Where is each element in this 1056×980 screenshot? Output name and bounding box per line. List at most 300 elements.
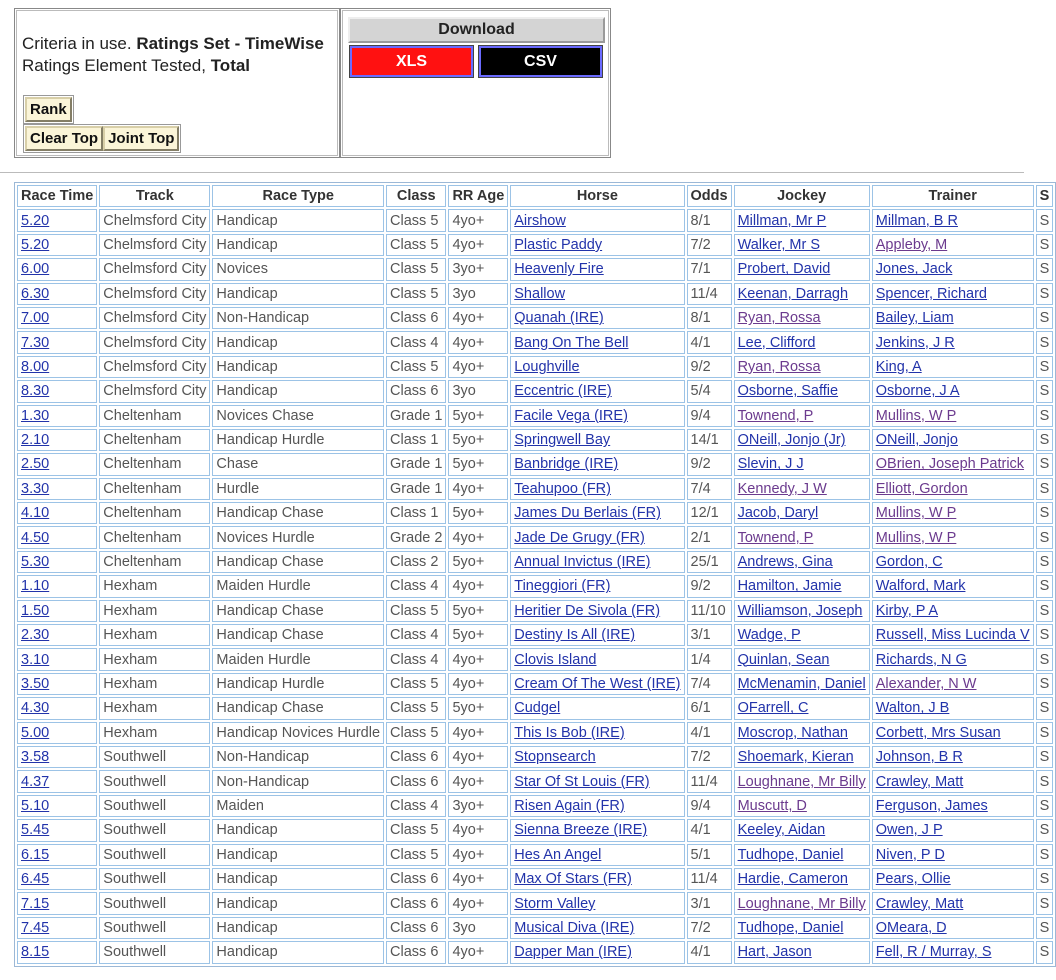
horse-link[interactable]: Star Of St Louis (FR) <box>514 773 650 790</box>
horse-cell <box>510 526 684 548</box>
trainer-link[interactable]: OMeara, D <box>875 919 947 936</box>
class-cell: Class 4 <box>386 624 446 646</box>
race-time-link[interactable]: 6.30 <box>21 285 50 302</box>
race-time-cell <box>17 648 97 670</box>
rr-age-cell: 3yo <box>448 917 508 939</box>
top-buttons-wrap <box>23 124 181 153</box>
trainer-cell <box>872 356 1034 378</box>
trainer-link[interactable]: Niven, P D <box>875 846 945 863</box>
rr-age-cell: 5yo+ <box>448 551 508 573</box>
race-type-cell: Chase <box>212 453 384 475</box>
track-cell: Southwell <box>99 941 210 963</box>
race-time-link[interactable]: 1.10 <box>21 578 50 595</box>
race-time-link[interactable]: 3.10 <box>21 651 50 668</box>
odds-cell: 4/1 <box>687 331 732 353</box>
track-cell: Southwell <box>99 917 210 939</box>
trainer-cell <box>872 917 1034 939</box>
jockey-link[interactable]: Wadge, P <box>737 627 801 644</box>
track-cell: Hexham <box>99 722 210 744</box>
race-time-link[interactable]: 5.20 <box>21 212 50 229</box>
jockey-link[interactable]: Jacob, Daryl <box>737 505 819 522</box>
header-odds: Odds <box>687 185 732 207</box>
race-time-cell <box>17 478 97 500</box>
jockey-link[interactable]: Keeley, Aidan <box>737 822 826 839</box>
trainer-cell <box>872 575 1034 597</box>
clear-top-button[interactable]: Clear Top <box>25 126 103 151</box>
trainer-link[interactable]: Spencer, Richard <box>875 285 987 302</box>
jockey-link[interactable]: Shoemark, Kieran <box>737 749 854 766</box>
horse-link[interactable]: Facile Vega (IRE) <box>514 407 628 424</box>
jockey-cell <box>734 722 870 744</box>
extra-cell: S <box>1036 917 1054 939</box>
trainer-link[interactable]: Osborne, J A <box>875 383 960 400</box>
jockey-link[interactable]: Tudhope, Daniel <box>737 919 844 936</box>
race-time-link[interactable]: 1.30 <box>21 407 50 424</box>
rr-age-cell: 5yo+ <box>448 429 508 451</box>
extra-cell: S <box>1036 502 1054 524</box>
race-time-cell <box>17 575 97 597</box>
race-time-link[interactable]: 5.20 <box>21 236 50 253</box>
class-cell: Grade 1 <box>386 405 446 427</box>
race-type-cell: Handicap Novices Hurdle <box>212 722 384 744</box>
download-panel <box>340 8 611 158</box>
header-horse: Horse <box>510 185 684 207</box>
extra-cell: S <box>1036 356 1054 378</box>
trainer-link[interactable]: Russell, Miss Lucinda V <box>875 627 1030 644</box>
trainer-link[interactable]: Crawley, Matt <box>875 773 964 790</box>
class-cell: Class 6 <box>386 770 446 792</box>
extra-cell: S <box>1036 722 1054 744</box>
race-type-cell: Handicap Chase <box>212 600 384 622</box>
jockey-link[interactable]: Probert, David <box>737 261 831 278</box>
table-row <box>17 502 1053 524</box>
race-time-link[interactable]: 7.45 <box>21 919 50 936</box>
trainer-link[interactable]: King, A <box>875 358 922 375</box>
trainer-link[interactable]: Millman, B R <box>875 212 958 229</box>
race-time-cell <box>17 307 97 329</box>
jockey-link[interactable]: Williamson, Joseph <box>737 602 863 619</box>
header-jockey: Jockey <box>734 185 870 207</box>
horse-link[interactable]: Quanah (IRE) <box>514 310 604 327</box>
track-cell: Cheltenham <box>99 453 210 475</box>
header-race-type: Race Type <box>212 185 384 207</box>
trainer-link[interactable]: Mullins, W P <box>875 505 957 522</box>
table-row <box>17 819 1053 841</box>
extra-cell: S <box>1036 429 1054 451</box>
table-row <box>17 624 1053 646</box>
results-table <box>14 182 1056 967</box>
extra-cell: S <box>1036 648 1054 670</box>
race-type-cell: Non-Handicap <box>212 746 384 768</box>
race-type-cell: Handicap <box>212 356 384 378</box>
trainer-cell <box>872 697 1034 719</box>
race-time-link[interactable]: 2.10 <box>21 432 50 449</box>
horse-cell <box>510 868 684 890</box>
race-time-cell <box>17 331 97 353</box>
race-time-link[interactable]: 3.30 <box>21 480 50 497</box>
trainer-cell <box>872 600 1034 622</box>
table-row <box>17 697 1053 719</box>
horse-link[interactable]: Max Of Stars (FR) <box>514 871 632 888</box>
trainer-cell <box>872 722 1034 744</box>
horse-link[interactable]: Banbridge (IRE) <box>514 456 619 473</box>
odds-cell: 9/2 <box>687 575 732 597</box>
race-time-link[interactable]: 2.50 <box>21 456 50 473</box>
horse-cell <box>510 502 684 524</box>
race-type-cell: Non-Handicap <box>212 770 384 792</box>
jockey-cell <box>734 868 870 890</box>
rr-age-cell: 3yo+ <box>448 795 508 817</box>
class-cell: Class 5 <box>386 673 446 695</box>
horse-link[interactable]: Hes An Angel <box>514 846 602 863</box>
race-time-cell <box>17 551 97 573</box>
jockey-link[interactable]: Keenan, Darragh <box>737 285 849 302</box>
trainer-link[interactable]: OBrien, Joseph Patrick <box>875 456 1025 473</box>
track-cell: Chelmsford City <box>99 209 210 231</box>
class-cell: Class 2 <box>386 551 446 573</box>
horse-link[interactable]: Storm Valley <box>514 895 596 912</box>
jockey-link[interactable]: Millman, Mr P <box>737 212 827 229</box>
track-cell: Cheltenham <box>99 502 210 524</box>
odds-cell: 2/1 <box>687 526 732 548</box>
race-time-cell <box>17 405 97 427</box>
jockey-cell <box>734 819 870 841</box>
race-type-cell: Handicap <box>212 819 384 841</box>
divider <box>0 172 1024 173</box>
race-time-link[interactable]: 6.45 <box>21 871 50 888</box>
results-body <box>17 209 1053 963</box>
rr-age-cell: 4yo+ <box>448 356 508 378</box>
odds-cell: 6/1 <box>687 697 732 719</box>
jockey-link[interactable]: Loughnane, Mr Billy <box>737 773 866 790</box>
jockey-link[interactable]: Muscutt, D <box>737 797 807 814</box>
horse-link[interactable]: Dapper Man (IRE) <box>514 944 632 961</box>
trainer-cell <box>872 673 1034 695</box>
race-time-link[interactable]: 7.00 <box>21 310 50 327</box>
race-time-link[interactable]: 8.30 <box>21 383 50 400</box>
xls-download-button[interactable]: XLS <box>350 46 473 77</box>
odds-cell: 11/4 <box>687 770 732 792</box>
horse-link[interactable]: Clovis Island <box>514 651 597 668</box>
table-row <box>17 600 1053 622</box>
trainer-cell <box>872 380 1034 402</box>
extra-cell: S <box>1036 941 1054 963</box>
trainer-link[interactable]: Alexander, N W <box>875 676 977 692</box>
jockey-link[interactable]: Townend, P <box>737 407 814 424</box>
race-time-link[interactable]: 4.30 <box>21 700 50 717</box>
trainer-cell <box>872 819 1034 841</box>
table-row <box>17 673 1053 695</box>
trainer-link[interactable]: Mullins, W P <box>875 529 957 546</box>
csv-download-button[interactable]: CSV <box>479 46 602 77</box>
horse-cell <box>510 551 684 573</box>
horse-link[interactable]: Plastic Paddy <box>514 236 603 253</box>
jockey-cell <box>734 941 870 963</box>
jockey-link[interactable]: Hardie, Cameron <box>737 871 848 888</box>
odds-cell: 8/1 <box>687 209 732 231</box>
extra-cell: S <box>1036 795 1054 817</box>
jockey-link[interactable]: Loughnane, Mr Billy <box>737 895 866 912</box>
jockey-link[interactable]: Hamilton, Jamie <box>737 578 842 595</box>
jockey-link[interactable]: Slevin, J J <box>737 456 804 473</box>
horse-link[interactable]: Bang On The Bell <box>514 334 629 351</box>
race-time-link[interactable]: 3.50 <box>21 676 50 692</box>
extra-cell: S <box>1036 551 1054 573</box>
race-time-link[interactable]: 4.50 <box>21 529 50 546</box>
trainer-link[interactable]: Pears, Ollie <box>875 871 951 888</box>
rank-button[interactable]: Rank <box>25 97 72 122</box>
horse-link[interactable]: Springwell Bay <box>514 432 611 449</box>
horse-cell <box>510 917 684 939</box>
rr-age-cell: 5yo+ <box>448 600 508 622</box>
rr-age-cell: 4yo+ <box>448 892 508 914</box>
trainer-cell <box>872 331 1034 353</box>
race-time-cell <box>17 429 97 451</box>
trainer-link[interactable]: Walford, Mark <box>875 578 966 595</box>
rr-age-cell: 5yo+ <box>448 453 508 475</box>
jockey-link[interactable]: ONeill, Jonjo (Jr) <box>737 432 846 449</box>
race-time-link[interactable]: 3.58 <box>21 749 50 766</box>
odds-cell: 11/10 <box>687 600 732 622</box>
table-row <box>17 380 1053 402</box>
joint-top-button[interactable]: Joint Top <box>103 126 179 151</box>
header-row <box>17 185 1053 207</box>
odds-cell: 7/4 <box>687 673 732 695</box>
jockey-link[interactable]: Ryan, Rossa <box>737 310 821 327</box>
race-time-cell <box>17 795 97 817</box>
horse-link[interactable]: Tineggiori (FR) <box>514 578 611 595</box>
rr-age-cell: 4yo+ <box>448 575 508 597</box>
trainer-link[interactable]: Richards, N G <box>875 651 967 668</box>
rank-button-wrap <box>23 95 74 124</box>
rr-age-cell: 4yo+ <box>448 648 508 670</box>
jockey-link[interactable]: Osborne, Saffie <box>737 383 839 400</box>
jockey-link[interactable]: Walker, Mr S <box>737 236 821 253</box>
odds-cell: 7/4 <box>687 478 732 500</box>
extra-cell: S <box>1036 868 1054 890</box>
horse-cell <box>510 405 684 427</box>
track-cell: Southwell <box>99 892 210 914</box>
trainer-cell <box>872 209 1034 231</box>
horse-cell <box>510 941 684 963</box>
race-time-link[interactable]: 5.30 <box>21 554 50 571</box>
horse-link[interactable]: James Du Berlais (FR) <box>514 505 661 522</box>
class-cell: Class 4 <box>386 331 446 353</box>
horse-link[interactable]: Destiny Is All (IRE) <box>514 627 636 644</box>
race-type-cell: Handicap <box>212 209 384 231</box>
header-extra: S <box>1036 185 1054 207</box>
trainer-link[interactable]: Appleby, M <box>875 236 948 253</box>
race-time-link[interactable]: 4.10 <box>21 505 50 522</box>
rr-age-cell: 4yo+ <box>448 868 508 890</box>
rr-age-cell: 4yo+ <box>448 844 508 866</box>
track-cell: Southwell <box>99 819 210 841</box>
table-row <box>17 575 1053 597</box>
trainer-link[interactable]: Walton, J B <box>875 700 950 717</box>
race-time-link[interactable]: 7.15 <box>21 895 50 912</box>
race-time-link[interactable]: 8.00 <box>21 358 50 375</box>
race-time-cell <box>17 673 97 695</box>
trainer-cell <box>872 746 1034 768</box>
odds-cell: 4/1 <box>687 941 732 963</box>
track-cell: Cheltenham <box>99 551 210 573</box>
extra-cell: S <box>1036 600 1054 622</box>
race-type-cell: Handicap <box>212 917 384 939</box>
trainer-link[interactable]: Owen, J P <box>875 822 943 839</box>
rr-age-cell: 4yo+ <box>448 234 508 256</box>
trainer-cell <box>872 234 1034 256</box>
horse-cell <box>510 380 684 402</box>
horse-link[interactable]: Annual Invictus (IRE) <box>514 554 651 571</box>
race-type-cell: Handicap <box>212 283 384 305</box>
jockey-link[interactable]: Lee, Clifford <box>737 334 816 351</box>
header-race-time: Race Time <box>17 185 97 207</box>
race-time-link[interactable]: 2.30 <box>21 627 50 644</box>
jockey-cell <box>734 624 870 646</box>
table-row <box>17 551 1053 573</box>
table-row <box>17 941 1053 963</box>
trainer-cell <box>872 526 1034 548</box>
table-row <box>17 746 1053 768</box>
race-time-link[interactable]: 1.50 <box>21 602 50 619</box>
race-time-link[interactable]: 8.15 <box>21 944 50 961</box>
class-cell: Class 6 <box>386 868 446 890</box>
horse-cell <box>510 429 684 451</box>
trainer-link[interactable]: Elliott, Gordon <box>875 480 968 497</box>
jockey-link[interactable]: Moscrop, Nathan <box>737 724 848 741</box>
jockey-cell <box>734 673 870 695</box>
jockey-cell <box>734 526 870 548</box>
jockey-link[interactable]: Townend, P <box>737 529 814 546</box>
race-time-link[interactable]: 6.00 <box>21 261 50 278</box>
horse-link[interactable]: Airshow <box>514 212 566 229</box>
race-time-cell <box>17 209 97 231</box>
race-time-link[interactable]: 7.30 <box>21 334 50 351</box>
track-cell: Hexham <box>99 648 210 670</box>
extra-cell: S <box>1036 624 1054 646</box>
race-time-cell <box>17 502 97 524</box>
horse-link[interactable]: Sienna Breeze (IRE) <box>514 822 648 839</box>
trainer-link[interactable]: Bailey, Liam <box>875 310 954 327</box>
class-cell: Class 6 <box>386 380 446 402</box>
jockey-link[interactable]: McMenamin, Daniel <box>737 676 866 692</box>
odds-cell: 9/2 <box>687 453 732 475</box>
trainer-cell <box>872 502 1034 524</box>
horse-link[interactable]: Shallow <box>514 285 566 302</box>
jockey-link[interactable]: Quinlan, Sean <box>737 651 830 668</box>
trainer-cell <box>872 429 1034 451</box>
trainer-link[interactable]: Corbett, Mrs Susan <box>875 724 1001 741</box>
horse-link[interactable]: Musical Diva (IRE) <box>514 919 635 936</box>
horse-link[interactable]: Stopnsearch <box>514 749 596 766</box>
extra-cell: S <box>1036 673 1054 695</box>
class-cell: Class 4 <box>386 575 446 597</box>
download-title: Download <box>348 17 605 43</box>
trainer-link[interactable]: ONeill, Jonjo <box>875 432 958 449</box>
jockey-link[interactable]: Andrews, Gina <box>737 554 833 571</box>
extra-cell: S <box>1036 380 1054 402</box>
horse-link[interactable]: Eccentric (IRE) <box>514 383 612 400</box>
track-cell: Hexham <box>99 673 210 695</box>
class-cell: Class 5 <box>386 697 446 719</box>
horse-link[interactable]: Jade De Grugy (FR) <box>514 529 645 546</box>
horse-link[interactable]: Loughville <box>514 358 580 375</box>
trainer-link[interactable]: Crawley, Matt <box>875 895 964 912</box>
jockey-link[interactable]: Tudhope, Daniel <box>737 846 844 863</box>
jockey-link[interactable]: OFarrell, C <box>737 700 809 717</box>
trainer-link[interactable]: Johnson, B R <box>875 749 963 766</box>
jockey-cell <box>734 648 870 670</box>
element-prefix: Ratings Element Tested, <box>22 56 211 75</box>
rr-age-cell: 3yo <box>448 283 508 305</box>
race-time-link[interactable]: 6.15 <box>21 846 50 863</box>
track-cell: Hexham <box>99 697 210 719</box>
trainer-cell <box>872 795 1034 817</box>
horse-cell <box>510 844 684 866</box>
race-type-cell: Novices Hurdle <box>212 526 384 548</box>
horse-cell <box>510 673 684 695</box>
race-type-cell: Handicap Chase <box>212 624 384 646</box>
table-row <box>17 209 1053 231</box>
track-cell: Hexham <box>99 624 210 646</box>
trainer-link[interactable]: Gordon, C <box>875 554 943 571</box>
trainer-link[interactable]: Ferguson, James <box>875 797 988 814</box>
jockey-link[interactable]: Ryan, Rossa <box>737 358 821 375</box>
jockey-cell <box>734 478 870 500</box>
jockey-link[interactable]: Hart, Jason <box>737 944 812 961</box>
race-type-cell: Handicap Hurdle <box>212 429 384 451</box>
horse-link[interactable]: This Is Bob (IRE) <box>514 724 625 741</box>
horse-link[interactable]: Heritier De Sivola (FR) <box>514 602 661 619</box>
trainer-cell <box>872 648 1034 670</box>
race-time-cell <box>17 380 97 402</box>
rr-age-cell: 4yo+ <box>448 478 508 500</box>
race-time-link[interactable]: 5.10 <box>21 797 50 814</box>
track-cell: Cheltenham <box>99 429 210 451</box>
race-time-link[interactable]: 5.45 <box>21 822 50 839</box>
horse-link[interactable]: Cudgel <box>514 700 561 717</box>
class-cell: Class 5 <box>386 722 446 744</box>
trainer-link[interactable]: Kirby, P A <box>875 602 939 619</box>
class-cell: Class 1 <box>386 502 446 524</box>
rr-age-cell: 4yo+ <box>448 331 508 353</box>
jockey-cell <box>734 575 870 597</box>
race-time-link[interactable]: 5.00 <box>21 724 50 741</box>
jockey-cell <box>734 405 870 427</box>
race-type-cell: Maiden <box>212 795 384 817</box>
race-time-cell <box>17 941 97 963</box>
jockey-link[interactable]: Kennedy, J W <box>737 480 827 497</box>
trainer-link[interactable]: Jones, Jack <box>875 261 953 278</box>
class-cell: Class 6 <box>386 917 446 939</box>
horse-link[interactable]: Cream Of The West (IRE) <box>514 676 681 692</box>
horse-cell <box>510 356 684 378</box>
trainer-link[interactable]: Fell, R / Murray, S <box>875 944 992 961</box>
trainer-link[interactable]: Jenkins, J R <box>875 334 955 351</box>
race-time-cell <box>17 600 97 622</box>
horse-link[interactable]: Heavenly Fire <box>514 261 604 278</box>
horse-link[interactable]: Risen Again (FR) <box>514 797 625 814</box>
horse-cell <box>510 307 684 329</box>
race-time-cell <box>17 697 97 719</box>
rr-age-cell: 4yo+ <box>448 526 508 548</box>
race-time-link[interactable]: 4.37 <box>21 773 50 790</box>
trainer-link[interactable]: Mullins, W P <box>875 407 957 424</box>
table-row <box>17 331 1053 353</box>
extra-cell: S <box>1036 405 1054 427</box>
horse-link[interactable]: Teahupoo (FR) <box>514 480 611 497</box>
extra-cell: S <box>1036 478 1054 500</box>
